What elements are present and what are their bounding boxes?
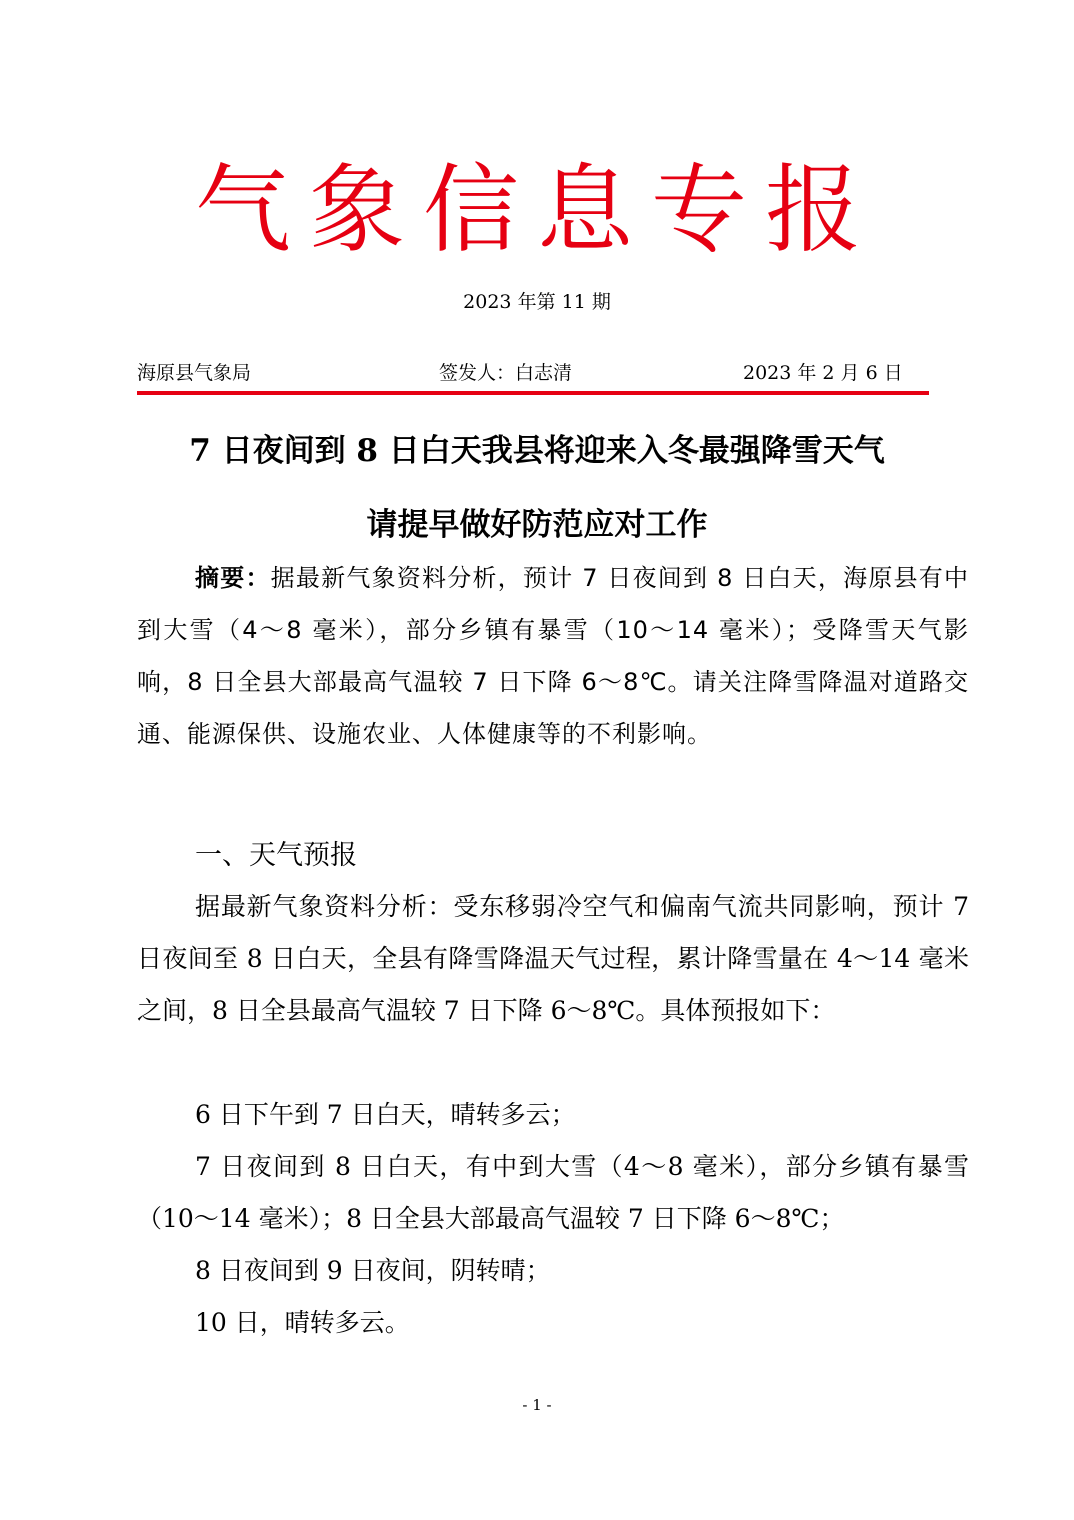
issue-date: 2023 年 2 月 6 日 (743, 362, 903, 384)
forecast-item-d: 10 日，晴转多云。 (195, 1308, 410, 1337)
issue-number: 2023 年第 11 期 (463, 291, 611, 313)
meta-row (137, 360, 929, 386)
signer: 签发人：白志清 (439, 362, 573, 384)
issuer: 海原县气象局 (137, 362, 252, 384)
red-divider (137, 391, 929, 395)
summary-paragraph (137, 552, 969, 760)
headline-line-1: 7 日夜间到 8 日白天我县将迎来入冬最强降雪天气 (189, 433, 885, 469)
forecast-item-a: 6 日下午到 7 日白天，晴转多云； (195, 1100, 576, 1129)
forecast-item-b: 7 日夜间到 8 日白天，有中到大雪（4～8 毫米），部分乡镇有暴雪（10～14 毫米）；8 日全县大部最高气温较 7 日下降 6～8℃； (137, 1152, 969, 1233)
forecast-intro: 据最新气象资料分析：受东移弱冷空气和偏南气流共同影响，预计 7 日夜间至 8 日白天，全县有降雪降温天气过程，累计降雪量在 4～14 毫米之间，8 日全县最高气温较 7 日下降 6～8℃。具体预报如下： (137, 892, 969, 1025)
headline-line-2: 请提早做好防范应对工作 (366, 507, 708, 543)
forecast-item-c: 8 日夜间到 9 日夜间，阴转晴； (195, 1256, 551, 1285)
section-heading: 一、天气预报 (195, 840, 357, 871)
summary-text: 据最新气象资料分析，预计 7 日夜间到 8 日白天，海原县有中到大雪（4～8 毫米），部分乡镇有暴雪（10～14 毫米）；受降雪天气影响，8 日全县大部最高气温较 7 日下降 6～8℃。请关注降雪降温对道路交通、能源保供、设施农业、人体健康等的不利影响。 (137, 564, 969, 748)
summary-label: 摘要： (195, 564, 271, 592)
masthead-title: 气象信息专报 (195, 154, 879, 266)
page-number: - 1 - (522, 1396, 552, 1414)
